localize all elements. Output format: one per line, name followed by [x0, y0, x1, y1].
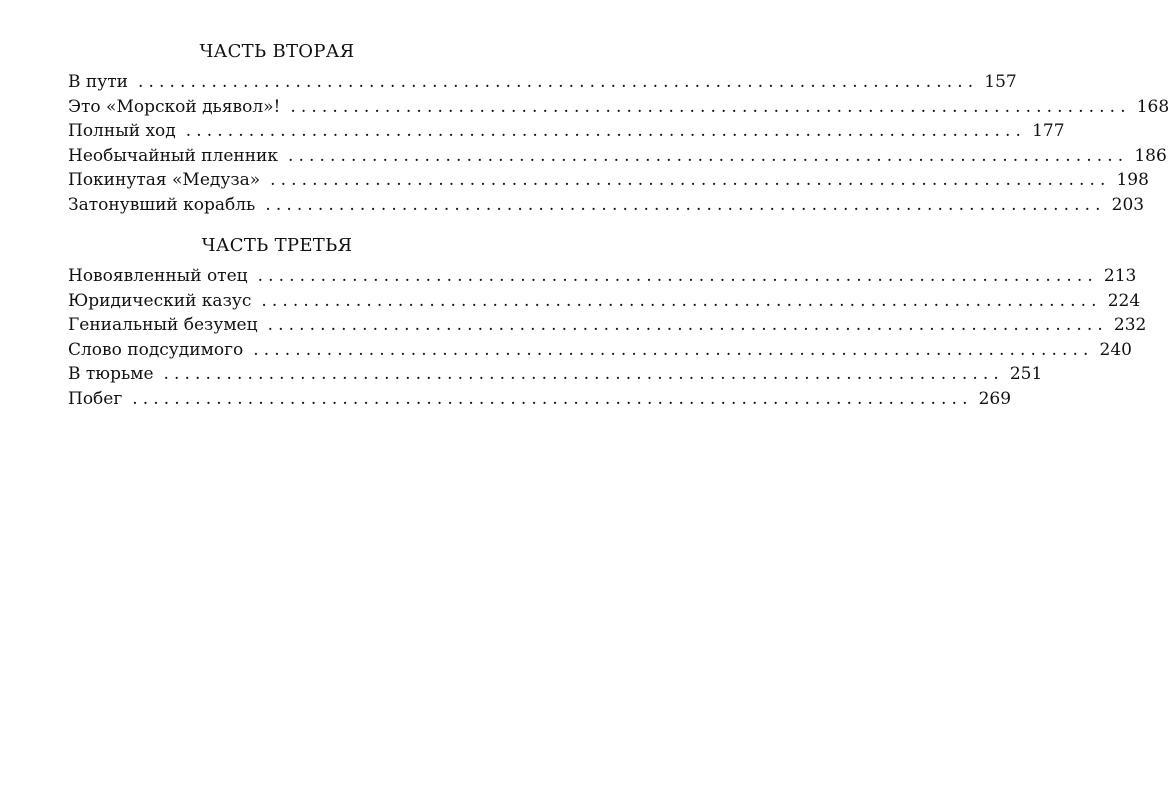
- dot-leader: ................................................................................: [185, 121, 1027, 142]
- entry-title: Это «Морской дьявол»!: [68, 96, 281, 117]
- toc-entry: [68, 313, 1147, 338]
- section-heading: ЧАСТЬ ВТОРАЯ: [199, 41, 355, 62]
- entry-title: Покинутая «Медуза»: [68, 170, 261, 191]
- dot-leader: ................................................................................: [267, 315, 1108, 336]
- entry-title: В тюрьме: [68, 364, 154, 385]
- entry-page-number: 251: [1009, 364, 1043, 385]
- entry-page-number: 213: [1103, 266, 1137, 286]
- section-heading: ЧАСТЬ ТРЕТЬЯ: [201, 235, 353, 256]
- entry-title: В пути: [68, 72, 128, 92]
- entry-title: Юридический казус: [68, 290, 252, 311]
- dot-leader: ................................................................................: [163, 364, 1004, 385]
- toc-entry: [68, 338, 1132, 363]
- toc-section-part-two: [68, 40, 1169, 218]
- entry-title: Необычайный пленник: [68, 145, 278, 166]
- toc-section-part-three: [68, 234, 1147, 412]
- entry-title: Полный ход: [68, 121, 176, 142]
- toc-entry: [68, 168, 1149, 193]
- entry-title: Новоявленный отец: [68, 266, 248, 286]
- dot-leader: ................................................................................: [261, 290, 1102, 311]
- entry-page-number: 177: [1032, 121, 1065, 142]
- entry-page-number: 157: [984, 72, 1017, 92]
- dot-leader: ................................................................................: [257, 266, 1098, 286]
- entry-page-number: 232: [1113, 315, 1147, 336]
- toc-entry: [68, 387, 1012, 412]
- toc-entry: [68, 193, 1145, 218]
- dot-leader: ................................................................................: [137, 72, 979, 92]
- dot-leader: ................................................................................: [290, 96, 1131, 117]
- entry-page-number: 240: [1099, 339, 1132, 360]
- entry-page-number: 198: [1116, 170, 1149, 191]
- toc-entry: [68, 70, 1017, 95]
- dot-leader: ................................................................................: [265, 194, 1106, 215]
- toc-entry: [68, 289, 1141, 314]
- entry-title: Гениальный безумец: [68, 315, 258, 336]
- entry-title: Затонувший корабль: [68, 194, 256, 215]
- entry-page-number: 186: [1134, 145, 1167, 166]
- toc-entry: [68, 144, 1167, 169]
- toc-entry: [68, 119, 1065, 144]
- dot-leader: ................................................................................: [288, 145, 1129, 166]
- toc-entry: [68, 95, 1169, 120]
- entry-page-number: 224: [1107, 290, 1141, 311]
- dot-leader: ................................................................................: [132, 388, 973, 409]
- entry-title: Слово подсудимого: [68, 339, 244, 360]
- entry-page-number: 203: [1111, 194, 1145, 215]
- dot-leader: ................................................................................: [270, 170, 1111, 191]
- entry-page-number: 269: [978, 388, 1012, 409]
- entry-title: Побег: [68, 388, 123, 409]
- entry-page-number: 168: [1136, 96, 1169, 117]
- toc-entry: [68, 264, 1137, 289]
- dot-leader: ................................................................................: [253, 339, 1094, 360]
- toc-entry: [68, 362, 1043, 387]
